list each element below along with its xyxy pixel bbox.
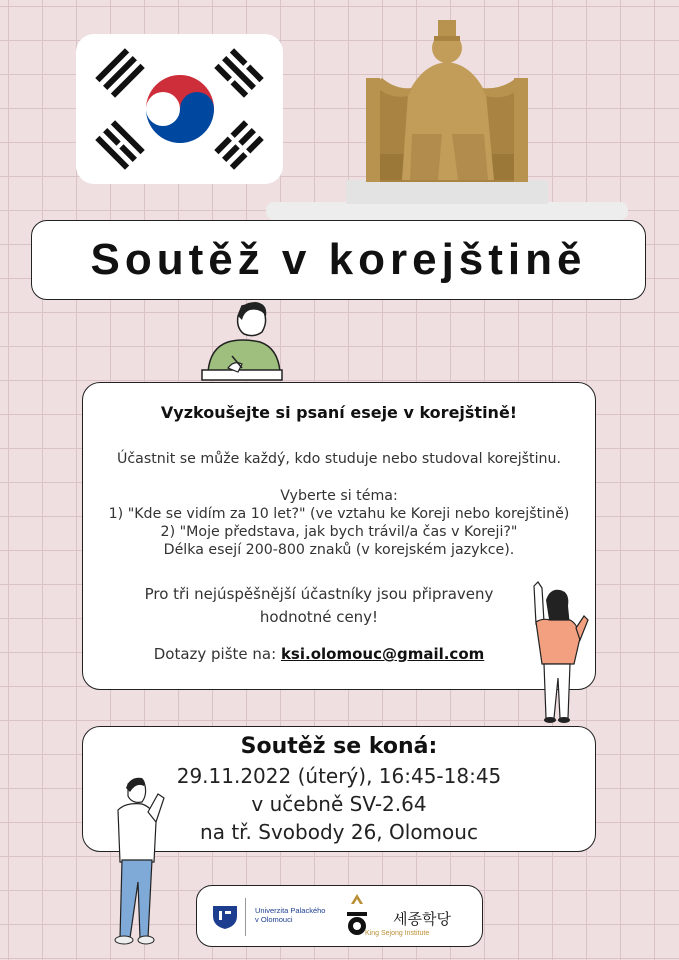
essay-length: Délka esejí 200-800 znaků (v korejském jazykce). — [163, 542, 515, 558]
boy-illustration — [106, 772, 178, 946]
topics-intro: Vyberte si téma: — [280, 488, 398, 504]
eligibility-text: Účastnit se může každý, kdo studuje nebo studoval korejštinu. — [116, 451, 562, 467]
event-address: na tř. Svobody 26, Olomouc — [200, 820, 478, 844]
girl-waving-illustration — [520, 578, 590, 728]
prizes-line-1: Pro tři nejúspěšnější účastníky jsou připraveny — [144, 585, 494, 603]
person-writing-illustration — [198, 298, 288, 384]
contact-email-link[interactable]: ksi.olomouc@gmail.com — [280, 645, 485, 663]
institute-name: King Sejong Institute — [365, 930, 430, 937]
king-sejong-statue-illustration — [262, 4, 634, 220]
prizes-line-2: hodnotné ceny! — [259, 608, 379, 626]
event-room: v učebně SV-2.64 — [251, 792, 427, 816]
logo-divider — [245, 898, 246, 936]
korean-flag-card — [76, 34, 283, 184]
title-banner — [31, 220, 646, 300]
topic-1: 1) "Kde se vidím za 10 let?" (ve vztahu ke Koreji nebo korejštině) — [108, 506, 570, 522]
topic-2: 2) "Moje představa, jak bych trávil/a čas v Koreji?" — [160, 524, 518, 540]
event-heading: Soutěž se koná: — [240, 734, 438, 759]
university-name: Univerzita Palackého v Olomouci — [255, 906, 326, 924]
institute-hangul-logo: 세종학당 — [393, 910, 451, 928]
upol-shield-icon — [211, 904, 239, 930]
partner-logos-panel — [196, 885, 483, 947]
korean-flag-icon — [76, 34, 283, 184]
info-heading: Vyzkoušejte si psaní eseje v korejštině! — [160, 403, 518, 422]
event-date: 29.11.2022 (úterý), 16:45-18:45 — [176, 764, 502, 788]
page-title: Soutěž v korejštině — [90, 235, 587, 284]
competition-info-panel — [82, 382, 596, 690]
contact-label: Dotazy pište na: — [153, 645, 281, 663]
contact-line — [83, 645, 595, 663]
